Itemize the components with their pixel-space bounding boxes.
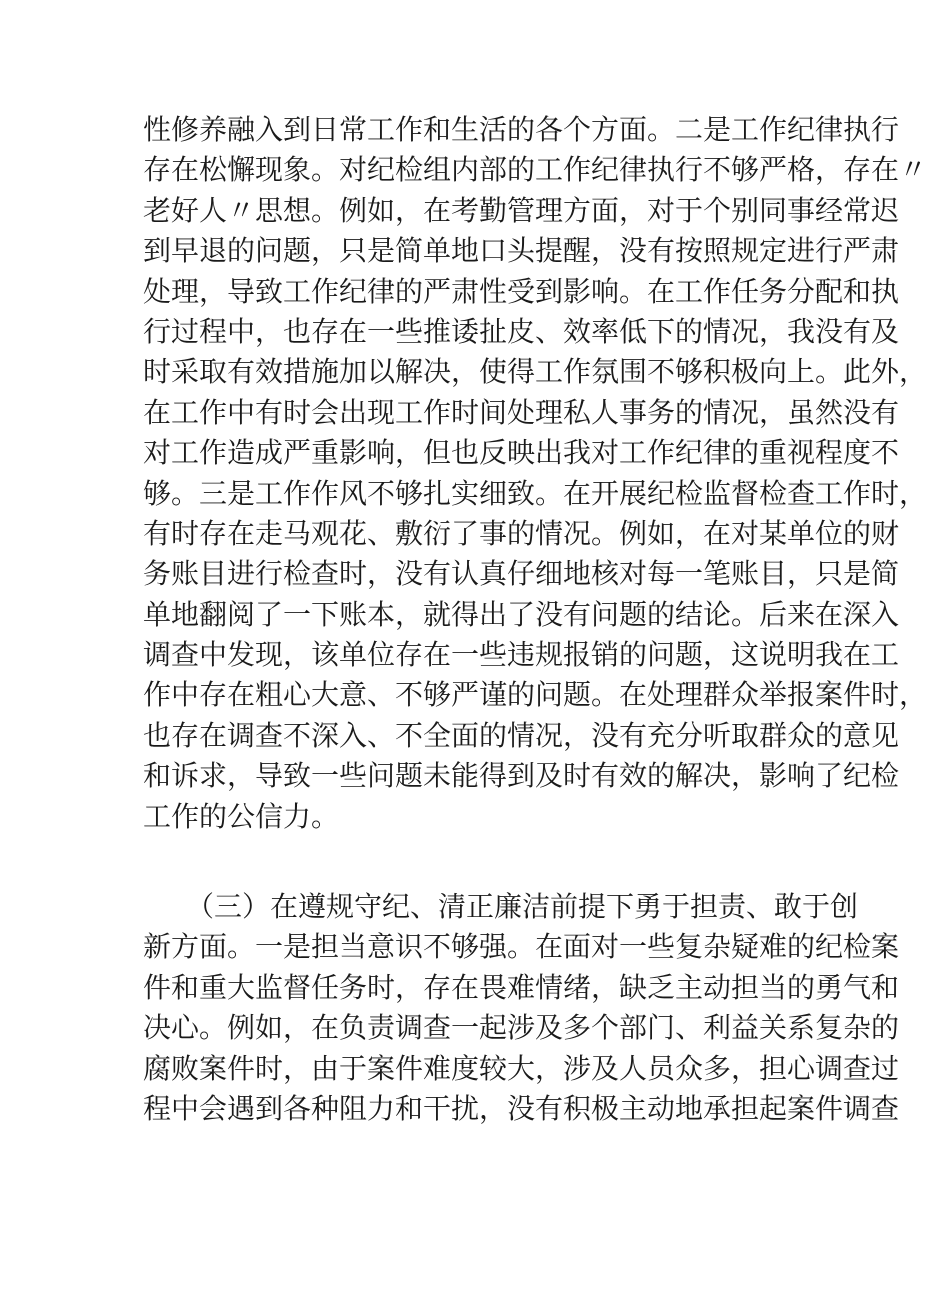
paragraph-continued xyxy=(143,110,927,837)
text-line: 调查中发现，该单位存在一些违规报销的问题，这说明我在工 xyxy=(143,638,900,672)
paragraph-section-three xyxy=(143,887,900,1129)
text-line: 有时存在走马观花、敷衍了事的情况。例如，在对某单位的财 xyxy=(143,516,900,550)
text-line: 也存在调查不深入、不全面的情况，没有充分听取群众的意见 xyxy=(143,718,900,752)
section-heading-line: （三）在遵规守纪、清正廉洁前提下勇于担责、敢于创 xyxy=(186,890,859,923)
text-line: 处理，导致工作纪律的严肃性受到影响。在工作任务分配和执 xyxy=(143,274,900,308)
text-line: 务账目进行检查时，没有认真仔细地核对每一笔账目，只是简 xyxy=(143,557,900,591)
text-line: 在工作中有时会出现工作时间处理私人事务的情况，虽然没有 xyxy=(143,395,900,429)
text-line: 行过程中，也存在一些推诿扯皮、效率低下的情况，我没有及 xyxy=(143,314,900,348)
text-line: 时采取有效措施加以解决，使得工作氛围不够积极向上。此外， xyxy=(143,355,927,389)
text-line: 和诉求，导致一些问题未能得到及时有效的解决，影响了纪检 xyxy=(143,759,900,793)
text-line: 件和重大监督任务时，存在畏难情绪，缺乏主动担当的勇气和 xyxy=(143,970,900,1004)
text-line: 对工作造成严重影响，但也反映出我对工作纪律的重视程度不 xyxy=(143,436,900,470)
text-line: 腐败案件时，由于案件难度较大，涉及人员众多，担心调查过 xyxy=(143,1051,900,1085)
text-line: 工作的公信力。 xyxy=(143,799,340,833)
text-line: 决心。例如，在负责调查一起涉及多个部门、利益关系复杂的 xyxy=(143,1011,900,1045)
text-line: 新方面。一是担当意识不够强。在面对一些复杂疑难的纪检案 xyxy=(143,930,900,964)
text-line: 够。三是工作作风不够扎实细致。在开展纪检监督检查工作时， xyxy=(143,476,927,510)
text-line: 到早退的问题，只是简单地口头提醒，没有按照规定进行严肃 xyxy=(143,234,900,268)
text-line: 作中存在粗心大意、不够严谨的问题。在处理群众举报案件时， xyxy=(143,678,927,712)
text-line: 单地翻阅了一下账本，就得出了没有问题的结论。后来在深入 xyxy=(143,597,900,631)
text-line: 老好人〃思想。例如，在考勤管理方面，对于个别同事经常迟 xyxy=(143,193,900,227)
text-line: 存在松懈现象。对纪检组内部的工作纪律执行不够严格，存在〃 xyxy=(143,153,927,187)
text-line: 性修养融入到日常工作和生活的各个方面。二是工作纪律执行 xyxy=(143,113,900,146)
text-line: 程中会遇到各种阻力和干扰，没有积极主动地承担起案件调查 xyxy=(143,1091,900,1125)
